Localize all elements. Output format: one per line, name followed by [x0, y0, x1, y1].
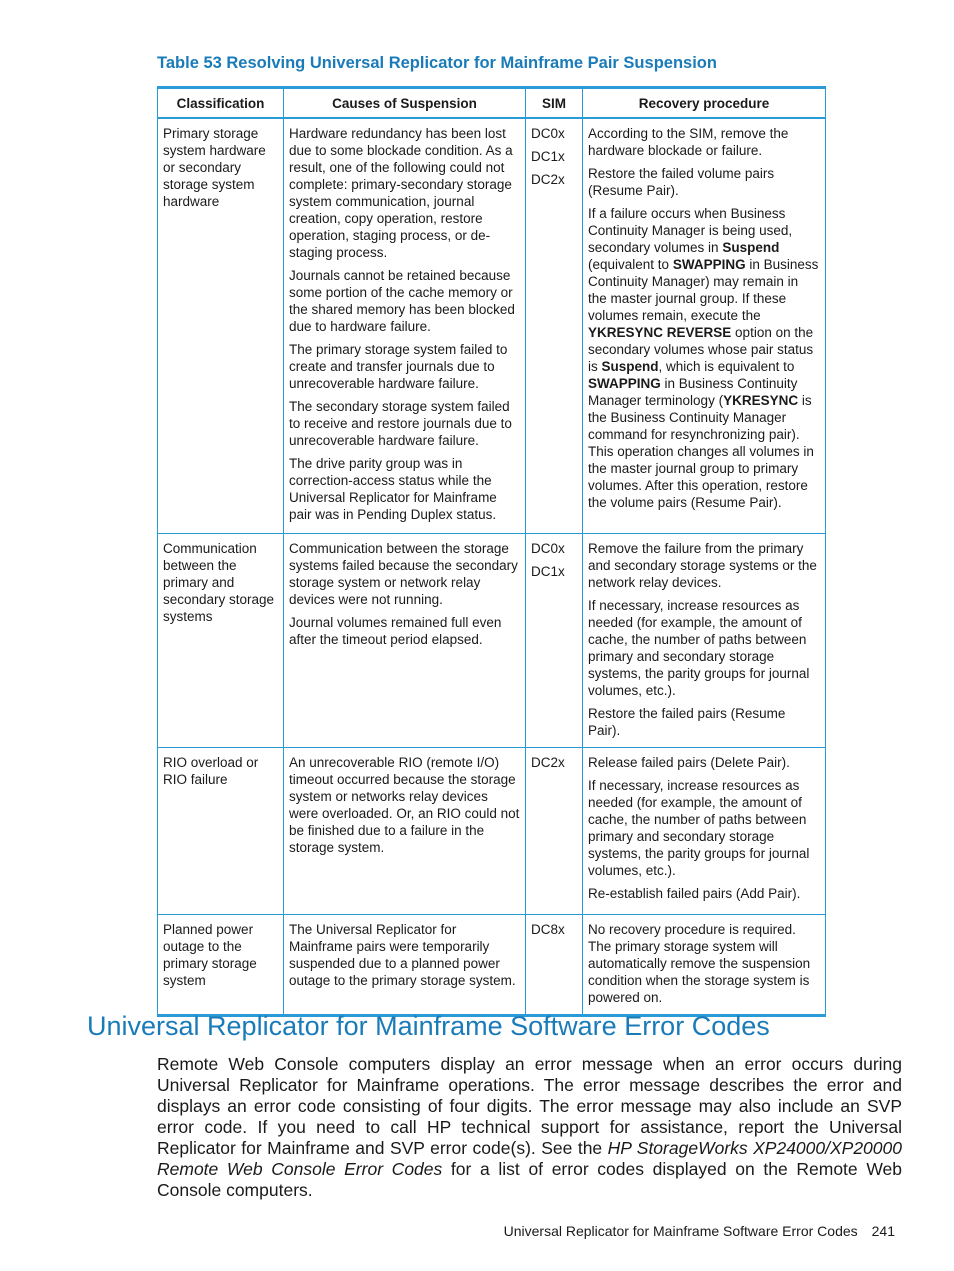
table-caption: Table 53 Resolving Universal Replicator for Mainframe Pair Suspension: [157, 54, 717, 72]
status-term: SWAPPING: [588, 376, 661, 391]
recovery-text: No recovery procedure is required. The primary storage system will automatically remove the suspension condition when the storage system is powered on.: [588, 921, 811, 1005]
suspension-table: [157, 86, 826, 1017]
cause-text: Hardware redundancy has been lost due to some blockade condition. As a result, one of the following could not complete: primary-secondary storage system communication, journal creation, copy operation, restore operation, staging process, or de-staging process.: [289, 126, 513, 260]
recovery-text: Restore the failed pairs (Resume Pair).: [588, 705, 786, 738]
sim-cell: [526, 914, 583, 1015]
command-term: YKRESYNC: [723, 393, 799, 408]
sim-cell: [526, 747, 583, 914]
classification-cell: RIO overload or RIO failure: [158, 747, 284, 914]
sim-code: DC0x: [531, 540, 565, 556]
causes-cell: [284, 914, 526, 1015]
recovery-text: Restore the failed volume pairs (Resume Pair).: [588, 166, 775, 198]
causes-cell: [284, 118, 526, 533]
status-term: Suspend: [601, 359, 659, 374]
page-footer: [504, 1223, 895, 1239]
classification-cell: Primary storage system hardware or secondary storage system hardware: [158, 118, 284, 533]
footer-title: Universal Replicator for Mainframe Software Error Codes: [503, 1223, 858, 1239]
causes-cell: [284, 533, 526, 747]
recovery-fragment: is the Business Continuity Manager command for resynchronizing pair). This operation changes all volumes in the master journal group to primary volumes. After this operation, restore the volume pairs (Resume Pair).: [588, 393, 814, 510]
recovery-text: Re-establish failed pairs (Add Pair).: [588, 885, 801, 901]
recovery-cell: [583, 914, 826, 1015]
cause-text: The drive parity group was in correction-access status while the Universal Replicator for Mainframe pair was in Pending Duplex status.: [289, 456, 497, 522]
recovery-fragment: If a failure occurs when Business Continuity Manager is being used, secondary volumes in: [588, 206, 793, 255]
table-row: [158, 747, 826, 914]
recovery-text: Remove the failure from the primary and secondary storage systems or the network relay devices.: [588, 540, 817, 590]
classification-cell: Planned power outage to the primary storage system: [158, 914, 284, 1015]
recovery-cell: [583, 533, 826, 747]
table-row: [158, 118, 826, 533]
paragraph-text: for a list of error codes displayed on the Remote Web Console computers.: [157, 1159, 902, 1200]
paragraph-text: Remote Web Console computers display an error message when an error occurs during Universal Replicator for Mainframe operations. The error message describes the error and displays an error code consisting of four digits. The error message may also include an SVP error code. If you need to call HP technical support for assistance, report the Universal Replicator for Mainframe and SVP error code(s). See the: [157, 1054, 902, 1158]
command-term: YKRESYNC REVERSE: [588, 325, 732, 340]
page-number: 241: [871, 1223, 895, 1239]
recovery-fragment: in Business Continuity Manager) may remain in the master journal group. If these volumes remain, execute the: [588, 257, 819, 323]
causes-cell: [284, 747, 526, 914]
section-heading: Universal Replicator for Mainframe Software Error Codes: [87, 1011, 770, 1041]
cause-text: Communication between the storage systems failed because the secondary storage system or network relay devices were not running.: [289, 540, 518, 607]
recovery-fragment: in Business Continuity Manager terminology (: [588, 376, 798, 408]
cause-text: The secondary storage system failed to receive and restore journals due to unrecoverable hardware failure.: [289, 399, 512, 448]
recovery-text: According to the SIM, remove the hardware blockade or failure.: [588, 126, 789, 158]
header-recovery: Recovery procedure: [583, 88, 826, 119]
table-header-row: [158, 88, 826, 119]
header-sim: SIM: [526, 88, 583, 119]
status-term: SWAPPING: [672, 257, 746, 272]
classification-cell: Communication between the primary and secondary storage systems: [158, 533, 284, 747]
recovery-text: If necessary, increase resources as needed (for example, the amount of cache, the number of paths between primary and secondary storage systems, the parity groups for journal volumes, etc.).: [588, 597, 810, 698]
table-row: [158, 914, 826, 1015]
sim-code: DC8x: [531, 921, 565, 937]
table-row: [158, 533, 826, 747]
cause-text: The Universal Replicator for Mainframe pairs were temporarily suspended due to a planned power outage to the primary storage system.: [289, 921, 516, 988]
recovery-cell: [583, 118, 826, 533]
cause-text: The primary storage system failed to create and transfer journals due to unrecoverable hardware failure.: [289, 342, 508, 391]
sim-code: DC2x: [531, 172, 565, 187]
sim-cell: [526, 118, 583, 533]
sim-code: DC1x: [531, 563, 565, 579]
recovery-fragment: (equivalent to: [588, 257, 673, 272]
sim-code: DC1x: [531, 149, 565, 164]
body-paragraph: [157, 1054, 902, 1201]
header-classification: Classification: [158, 88, 284, 119]
cause-text: An unrecoverable RIO (remote I/O) timeout occurred because the storage system or networks relay devices were overloaded. Or, an RIO could not be finished due to a failure in the storage system.: [289, 754, 520, 855]
sim-code: DC2x: [531, 754, 565, 770]
status-term: Suspend: [722, 240, 780, 255]
recovery-fragment: option on the secondary volumes whose pair status is: [588, 325, 814, 374]
recovery-cell: [583, 747, 826, 914]
cause-text: Journals cannot be retained because some portion of the cache memory or the shared memory has been blocked due to hardware failure.: [289, 268, 515, 334]
recovery-fragment: , which is equivalent to: [658, 359, 795, 374]
cause-text: Journal volumes remained full even after the timeout period elapsed.: [289, 614, 502, 647]
recovery-text: Release failed pairs (Delete Pair).: [588, 754, 790, 770]
header-causes: Causes of Suspension: [284, 88, 526, 119]
sim-code: DC0x: [531, 126, 565, 141]
sim-cell: [526, 533, 583, 747]
recovery-text: [588, 205, 820, 511]
recovery-text: If necessary, increase resources as needed (for example, the amount of cache, the number of paths between primary and secondary storage systems, the parity groups for journal volumes, etc.).: [588, 777, 810, 878]
document-reference: HP StorageWorks XP24000/XP20000 Remote Web Console Error Codes: [157, 1138, 902, 1179]
